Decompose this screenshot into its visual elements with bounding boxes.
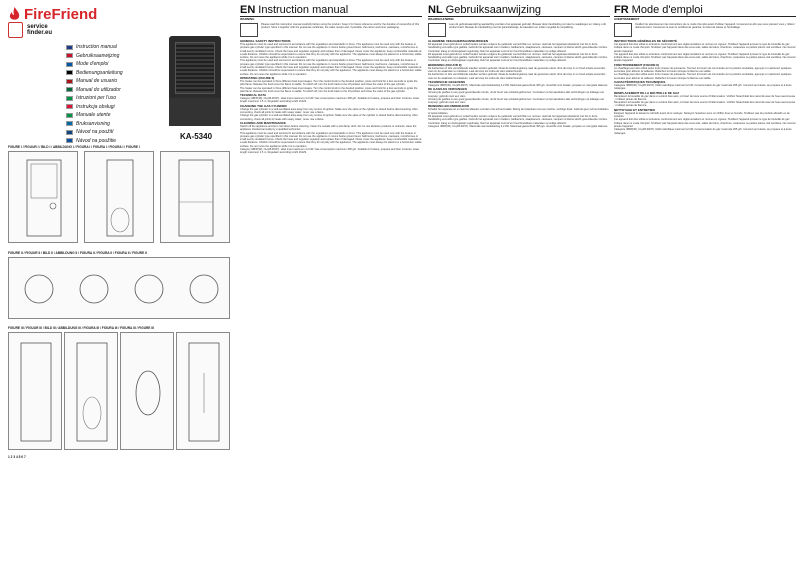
flag-icon bbox=[66, 53, 73, 58]
section-body-repeat: Le chauffage peut être utilisé selon trois niveaux de puissance. Tournez le bouton de commande sur la position souhaitée, appuyez et maintenez quelques secondes pour allumer la veilleuse. Relâchez le bouton lorsque la flamme est stable. bbox=[614, 73, 792, 80]
service-finder bbox=[8, 22, 52, 38]
section-body-repeat: De kachel kan in drie verschillende standen worden gebruikt. Draai de bedieningsknop naar de gewenste stand, druk de knop in en houd enkele seconden vast om de waakvlam te ontsteken. Laat de knop los zodra de vlam stabiel brandt. bbox=[428, 73, 606, 80]
figure-3-step-1 bbox=[8, 332, 62, 450]
warning-box bbox=[614, 23, 796, 37]
language-name: Instrukcja obsługi bbox=[76, 103, 115, 110]
flag-icon bbox=[66, 87, 73, 92]
figure-3-step-2 bbox=[64, 332, 118, 450]
read-manual-icon bbox=[240, 23, 258, 37]
read-manual-icon bbox=[428, 23, 446, 37]
section-heading: CLEANING AND MAINTENANCE bbox=[240, 120, 286, 125]
read-manual-icon bbox=[614, 23, 632, 37]
language-item bbox=[66, 60, 136, 69]
column-title: Instruction manual bbox=[258, 4, 349, 16]
section-heading: REINIGING EN ONDERHOUD bbox=[428, 104, 470, 109]
section-body-repeat: Cet appareil doit être utilisé et entretenu conformément aux réglementations et normes en vigueur. N'utilisez l'appareil qu'avec le type de bouteille de gaz indiqué dans ce mode d'emploi. N'utilisez pas l'appareil dans des sous-sols, salles de bains, chambres, caravanes ou petites pièces mal ventilées. Ne couvrez jamais l'appareil. bbox=[614, 118, 796, 128]
language-name: Istruzioni per l'uso bbox=[76, 95, 117, 102]
section-heading: TECHNICAL DATA bbox=[240, 93, 266, 98]
service-label: service bbox=[27, 23, 48, 30]
flag-icon bbox=[66, 45, 73, 50]
language-name: Mode d'emploi bbox=[76, 61, 109, 68]
warning-text: Please read this instruction manual carefully before using the product. Keep it for future reference and for the duration of ownership of this product. Store it together with the guarantee certificate, the sales receipt and, if possible, the carton and inner packaging. bbox=[261, 23, 420, 30]
section-body: The heater can be operated in three different heat input stages. Turn the control knob to the desired position, press and hold for a few seconds to ignite the pilot flame. Release the knob once the flame is stable. To switch off, turn the knob back to the off position and close the valve of the gas cylinder. bbox=[240, 79, 418, 87]
flag-icon bbox=[66, 104, 73, 109]
warning-heading: WARNING bbox=[240, 17, 255, 21]
section-body: Le chauffage peut être utilisé selon trois niveaux de puissance. Tournez le bouton de commande sur la position souhaitée, appuyez et maintenez quelques secondes pour allumer la veilleuse. Relâchez le bouton lorsque la flamme est stable. bbox=[614, 66, 792, 74]
language-name: Gebruiksaanwijzing bbox=[76, 52, 120, 59]
figure-3-step-1-drawing bbox=[9, 333, 63, 451]
language-item bbox=[66, 69, 136, 78]
service-url: finder.eu bbox=[27, 30, 53, 36]
figure-3-step-3 bbox=[120, 332, 174, 450]
column-fr bbox=[614, 4, 796, 562]
section-body: Category I3B/P(30), I3+(28-30/37). Heat input maximum 4.2 kW. Gas consumption maximum 305 g/h. Suitable for butane, propane and their mixtures. Hose length maximum 1.5 m. Regulator according to EN 16129. bbox=[240, 97, 420, 104]
section-body: Switch off the appliance and let it cool down before cleaning. Clean the outside with a soft damp cloth. Do not use abrasive products or solvents. Have the appliance checked annually by a qualified technician. bbox=[240, 124, 417, 132]
brand-logo bbox=[8, 6, 97, 23]
warning-heading: WAARSCHUWING bbox=[428, 17, 454, 21]
language-name: Návod na použití bbox=[76, 129, 114, 136]
flag-icon bbox=[66, 138, 73, 143]
section-heading: OPERATING (FIGURE II) bbox=[240, 75, 275, 80]
model-number: KA-5340 bbox=[180, 132, 213, 141]
language-item bbox=[66, 77, 136, 86]
figure-3-step-4-drawing bbox=[177, 333, 231, 451]
figure-1-heater-side bbox=[84, 151, 154, 243]
figure-3-step-3-drawing bbox=[121, 333, 175, 451]
figure-3-label: FIGURE III / FIGUUR III / BILD III / ABBILDUNG III / FIGURA III / FIGURA III / FIGURA III / FIGURE III bbox=[8, 326, 154, 330]
section-body: Éteignez l'appareil et laissez-le refroidir avant de le nettoyer. Nettoyez l'extérieur avec un chiffon doux et humide. N'utilisez pas de produits abrasifs ou de solvants. bbox=[614, 111, 790, 119]
language-name: Manual do utilizador bbox=[76, 86, 121, 93]
flag-icon bbox=[66, 96, 73, 101]
language-code: FR bbox=[614, 4, 629, 16]
heater-photo bbox=[169, 36, 221, 126]
section-body-repeat: Categorie I3B/P(30), I3+(28-30/37). Maximale warmtebelasting 4,2 kW. Maximaal gasverbruik 305 g/u. Geschikt voor butaan, propaan en mengsels daarvan. bbox=[428, 124, 608, 128]
language-name: Bedienungsanleitung bbox=[76, 69, 123, 76]
language-item bbox=[66, 43, 136, 52]
flag-icon bbox=[66, 113, 73, 118]
section-body: Categorie I3B/P(30), I3+(28-30/37). Maximale warmtebelasting 4,2 kW. Maximaal gasverbruik 305 g/u. Geschikt voor butaan, propaan en mengsels daarvan. bbox=[428, 83, 608, 87]
flag-icon bbox=[66, 70, 73, 75]
section-body: Dit apparaat moet gebruikt en onderhouden worden volgens de geldende voorschriften en normen. Gebruik het apparaat uitsluitend met het in deze handleiding vermelde type gasfles. Gebruik het apparaat niet in kelders, badkamers, slaapkamers, caravans, campers of kleine slecht geventileerde ruimtes. Controleer slang en drukregelaar regelmatig. Dek het apparaat nooit af en houd brandbare materialen op veilige afstand. bbox=[428, 43, 608, 53]
section-body-repeat: Catégorie I3B/P(30), I3+(28-30/37). Débit calorifique maximal 4,2 kW. Consommation de gaz maximale 305 g/h. Convient au butane, au propane et à leurs mélanges. bbox=[614, 128, 792, 135]
section-heading: CHANGING THE GAS CYLINDER bbox=[240, 103, 287, 108]
section-body: Catégorie I3B/P(30), I3+(28-30/37). Débit calorifique maximal 4,2 kW. Consommation de gaz maximale 305 g/h. Convient au butane, au propane et à leurs mélanges. bbox=[614, 83, 792, 91]
flag-icon bbox=[66, 79, 73, 84]
column-nl bbox=[428, 4, 610, 562]
section-body: Vervang de gasfles in een goed geventileerde ruimte, uit de buurt van ontstekingsbronnen. Controleer na het aansluiten alle verbindingen op lekkage met zeepsop; gebruik nooit een vlam. bbox=[428, 91, 604, 98]
heater-base bbox=[169, 98, 221, 126]
section-heading: TECHNISCHE GEGEVENS bbox=[428, 79, 466, 84]
section-heading: CARACTÉRISTIQUES TECHNIQUES bbox=[614, 79, 666, 84]
language-list bbox=[66, 43, 136, 145]
language-item bbox=[66, 86, 136, 95]
section-body-repeat: The heater can be operated in three different heat input stages. Turn the control knob to the desired position, press and hold for a few seconds to ignite the pilot flame. Release the knob once the flame is stable. To switch off, turn the knob back to the off position and close the valve of the gas cylinder. bbox=[240, 86, 418, 93]
section-heading: BEDIENING (FIGUUR II) bbox=[428, 62, 462, 67]
section-heading: DE GASFLES VERVANGEN bbox=[428, 87, 467, 92]
flame-icon bbox=[8, 7, 21, 22]
figure-2-control-knob bbox=[8, 257, 230, 319]
section-heading: INSTRUCTIONS GÉNÉRALES DE SÉCURITÉ bbox=[614, 39, 678, 43]
section-body: Change the gas cylinder in a well-ventilated area away from any source of ignition. Make sure the valve of the cylinder is closed before disconnecting. After connecting, check all joints for leaks with soapy water; never use a flame. bbox=[240, 107, 418, 115]
service-cube-icon bbox=[8, 22, 23, 38]
figure-2-label: FIGURE II / FIGUUR II / BILD II / ABBILDUNG II / FIGURA II / FIGURA II / FIGURA II / FIGURE II bbox=[8, 251, 147, 255]
language-item bbox=[66, 111, 136, 120]
section-body: This appliance must be used and serviced in accordance with the regulations and standards in force. This appliance must be used only with the butane or propane gas cylinder type specified in this manual. Do not use the appliance in rooms below ground level, bathrooms, bedrooms, caravans, motorhomes or small poorly ventilated rooms. Check the hose and regulator regularly and replace them if damaged. Never cover the appliance; keep combustible materials at a safe distance. Children should be supervised to ensure that they do not play with the appliance. The appliance must always be placed on a horizontal, stable surface. Do not move the appliance while it is in operation. bbox=[240, 43, 422, 60]
figure-3-step-4 bbox=[176, 332, 230, 450]
language-item bbox=[66, 94, 136, 103]
section-body-repeat: This appliance must be used and serviced in accordance with the regulations and standards in force. This appliance must be used only with the butane or propane gas cylinder type specified in this manual. Do not use the appliance in rooms below ground level, bathrooms, bedrooms, caravans, motorhomes or small poorly ventilated rooms. Check the hose and regulator regularly and replace them if damaged. Never cover the appliance; keep combustible materials at a safe distance. Children should be supervised to ensure that they do not play with the appliance. The appliance must always be placed on a horizontal, stable surface. Do not move the appliance while it is in operation. bbox=[240, 131, 422, 148]
section-heading: GENERAL SAFETY INSTRUCTIONS bbox=[240, 39, 291, 43]
figure-3-step-2-drawing bbox=[65, 333, 119, 451]
section-body: De kachel kan in drie verschillende standen worden gebruikt. Draai de bedieningsknop naar de gewenste stand, druk de knop in en houd enkele seconden vast om de waakvlam te ontsteken. Laat de knop los zodra de vlam stabiel brandt. bbox=[428, 66, 606, 74]
column-en bbox=[240, 4, 422, 562]
flag-icon bbox=[66, 62, 73, 67]
language-item bbox=[66, 120, 136, 129]
language-name: Instruction manual bbox=[76, 44, 117, 51]
column-heading bbox=[240, 4, 422, 16]
language-code: EN bbox=[240, 4, 256, 16]
warning-heading: AVERTISSEMENT bbox=[614, 17, 640, 21]
section-heading: NETTOYAGE ET ENTRETIEN bbox=[614, 107, 655, 112]
section-body-repeat: Cet appareil doit être utilisé et entretenu conformément aux réglementations et normes en vigueur. N'utilisez l'appareil qu'avec le type de bouteille de gaz indiqué dans ce mode d'emploi. N'utilisez pas l'appareil dans des sous-sols, salles de bains, chambres, caravanes ou petites pièces mal ventilées. Ne couvrez jamais l'appareil. bbox=[614, 52, 796, 63]
section-heading: FONCTIONNEMENT (FIGURE II) bbox=[614, 62, 659, 67]
language-name: Manuale utente bbox=[76, 112, 111, 119]
flag-icon bbox=[66, 121, 73, 126]
section-body-repeat: Remplacez la bouteille de gaz dans un endroit bien aéré, à l'écart de toute source d'inflammation. Vérifiez l'étanchéité des raccords avec de l'eau savonneuse ; n'utilisez jamais de flamme. bbox=[614, 101, 796, 108]
language-name: Bruksanvisning bbox=[76, 120, 110, 127]
section-body-repeat: This appliance must be used and serviced in accordance with the regulations and standards in force. This appliance must be used only with the butane or propane gas cylinder type specified in this manual. Do not use the appliance in rooms below ground level, bathrooms, bedrooms, caravans, motorhomes or small poorly ventilated rooms. Check the hose and regulator regularly and replace them if damaged. Never cover the appliance; keep combustible materials at a safe distance. Children should be supervised to ensure that they do not play with the appliance. The appliance must always be placed on a horizontal, stable surface. Do not move the appliance while it is in operation. bbox=[240, 59, 422, 76]
section-heading: ALGEMENE VEILIGHEIDSAANWIJZINGEN bbox=[428, 39, 489, 43]
figure-1-side-drawing bbox=[85, 152, 155, 244]
column-heading bbox=[428, 4, 610, 16]
flag-icon bbox=[66, 130, 73, 135]
figure-2-drawing bbox=[9, 258, 231, 320]
figure-1-drawing bbox=[9, 152, 79, 244]
warning-text: Veuillez lire attentivement les instructions de ce mode d'emploi avant d'utiliser l'appareil. Conservez-le afin que vous puissiez vous y référer ultérieurement. Conservez-le avec le certificat de garantie, le ticket de caisse et l'emballage. bbox=[635, 23, 795, 30]
section-body: Schakel het apparaat uit en laat het afkoelen voordat u het schoonmaakt. Reinig de buitenkant met een zachte, vochtige doek. Gebruik geen schuurmiddelen of oplosmiddelen. bbox=[428, 108, 609, 115]
warning-box bbox=[240, 23, 422, 37]
language-code: NL bbox=[428, 4, 443, 16]
warning-box bbox=[428, 23, 610, 37]
section-body: Cet appareil doit être utilisé et entretenu conformément aux réglementations et normes en vigueur. N'utilisez l'appareil qu'avec le type de bouteille de gaz indiqué dans ce mode d'emploi. N'utilisez pas l'appareil dans des sous-sols, salles de bains, chambres, caravanes ou petites pièces mal ventilées. Ne couvrez jamais l'appareil. bbox=[614, 43, 796, 53]
figure-numbers: 1 2 3 4 5 6 7 bbox=[8, 455, 26, 459]
section-body: Remplacez la bouteille de gaz dans un endroit bien aéré, à l'écart de toute source d'inflammation. Vérifiez l'étanchéité des raccords avec de l'eau savonneuse ; n'utilisez jamais de flamme. bbox=[614, 94, 796, 101]
figure-1-label: FIGURE I / FIGUUR I / BILD I / ABBILDUNG I / FIGURA I / FIGURA I / FIGURA I / FIGURE I bbox=[8, 145, 140, 149]
section-body-repeat: Category I3B/P(30), I3+(28-30/37). Heat input maximum 4.2 kW. Gas consumption maximum 305 g/h. Suitable for butane, propane and their mixtures. Hose length maximum 1.5 m. Regulator according to EN 16129. bbox=[240, 148, 420, 155]
column-title: Mode d'emploi bbox=[631, 4, 703, 16]
heater-grille bbox=[175, 42, 215, 94]
section-body-repeat: Change the gas cylinder in a well-ventilated area away from any source of ignition. Make sure the valve of the cylinder is closed before disconnecting. After connecting, check all joints for leaks with soapy water; never use a flame. bbox=[240, 114, 418, 121]
column-title: Gebruiksaanwijzing bbox=[445, 4, 542, 16]
figure-1-heater-front bbox=[8, 151, 78, 243]
language-item bbox=[66, 103, 136, 112]
warning-text: Lees de gebruiksaanwijzing aandachtig voordat u het apparaat gebruikt. Bewaar deze handleiding om later te raadplegen en zolang u dit product bezit. Bewaar de handleiding met het garantiebewijs, de kassabon en indien mogelijk de verpakking. bbox=[449, 23, 606, 30]
column-heading bbox=[614, 4, 796, 16]
language-item bbox=[66, 137, 136, 146]
section-body-repeat: Dit apparaat moet gebruikt en onderhouden worden volgens de geldende voorschriften en normen. Gebruik het apparaat uitsluitend met het in deze handleiding vermelde type gasfles. Gebruik het apparaat niet in kelders, badkamers, slaapkamers, caravans, campers of kleine slecht geventileerde ruimtes. Controleer slang en drukregelaar regelmatig. Dek het apparaat nooit af en houd brandbare materialen op veilige afstand. bbox=[428, 115, 608, 125]
section-body-repeat: Vervang de gasfles in een goed geventileerde ruimte, uit de buurt van ontstekingsbronnen. Controleer na het aansluiten alle verbindingen op lekkage met zeepsop; gebruik nooit een vlam. bbox=[428, 97, 604, 105]
figure-1-back-drawing bbox=[161, 152, 231, 244]
language-item bbox=[66, 52, 136, 61]
brand-name: FireFriend bbox=[24, 6, 98, 23]
language-name: Návod na použitie bbox=[76, 137, 117, 144]
figure-1-heater-back bbox=[160, 151, 230, 243]
section-heading: REMPLACEMENT DE LA BOUTEILLE DE GAZ bbox=[614, 90, 680, 95]
language-item bbox=[66, 128, 136, 137]
section-body-repeat: Dit apparaat moet gebruikt en onderhouden worden volgens de geldende voorschriften en normen. Gebruik het apparaat uitsluitend met het in deze handleiding vermelde type gasfles. Gebruik het apparaat niet in kelders, badkamers, slaapkamers, caravans, campers of kleine slecht geventileerde ruimtes. Controleer slang en drukregelaar regelmatig. Dek het apparaat nooit af en houd brandbare materialen op veilige afstand. bbox=[428, 52, 608, 63]
language-name: Manual de usuario bbox=[76, 78, 118, 85]
